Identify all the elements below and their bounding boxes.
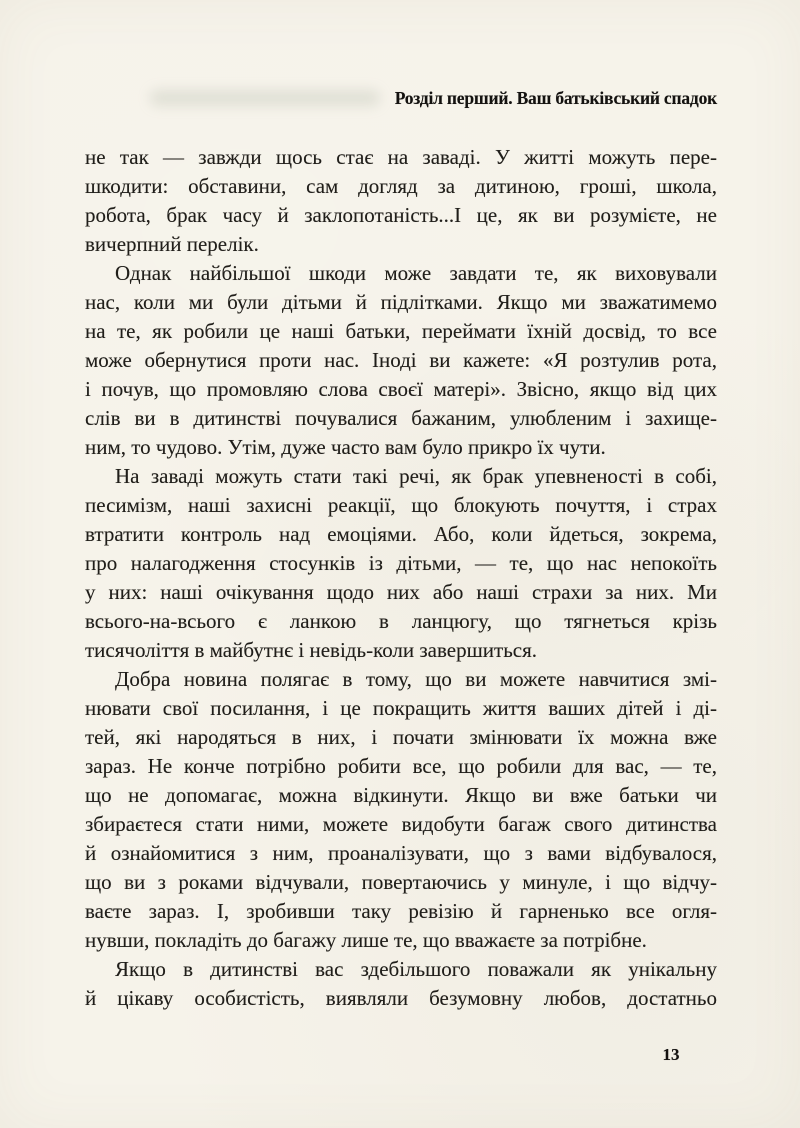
body-text [85,143,717,1013]
text-line: що ви з роками відчували, повертаючись у минуле, і що відчу- [85,870,717,894]
text-line: на те, як робили це наші батьки, переймати їхній досвід, то все [85,319,717,343]
text-line: про налагодження стосунків із дітьми, — те, що нас непокоїть [85,551,717,575]
text-line: нас, коли ми були дітьми й підлітками. Якщо ми зважатимемо [85,290,717,314]
text-line: й цікаву особистість, виявляли безумовну любов, достатньо [85,986,717,1010]
text-line: песимізм, наші захисні реакції, що блокують почуття, і страх [85,493,717,517]
text-line: вичерпний перелік. [85,232,259,256]
text-line: може обернутися проти нас. Іноді ви кажете: «Я розтулив рота, [85,348,717,372]
running-header: Розділ перший. Ваш батьківський спадок [394,88,717,108]
text-line: Якщо в дитинстві вас здебільшого поважали як унікальну [115,957,717,981]
text-line: не так — завжди щось стає на заваді. У житті можуть пере- [85,145,717,169]
text-line: шкодити: обставини, сам догляд за дитиною, гроші, школа, [85,174,717,198]
text-line: Однак найбільшої шкоди може завдати те, як виховували [115,261,717,285]
page-number: 13 [662,1045,680,1064]
text-line: що не допомагає, можна відкинути. Якщо ви вже батьки чи [85,783,717,807]
text-line: втратити контроль над емоціями. Або, коли йдеться, зокрема, [85,522,717,546]
text-line: й ознайомитися з ним, проаналізувати, що з вами відбувалося, [85,841,717,865]
text-line: тисячоліття в майбутнє і невідь-коли завершиться. [85,638,538,662]
text-line: у них: наші очікування щодо них або наші страхи за них. Ми [85,580,717,604]
text-line: робота, брак часу й заклопотаність...І це, як ви розумієте, не [85,203,717,227]
text-line: Добра новина полягає в тому, що ви можете навчитися змі- [115,667,717,691]
text-line: ним, то чудово. Утім, дуже часто вам було прикро їх чути. [85,435,606,459]
text-line: нувши, покладіть до багажу лише те, що вважаєте за потрібне. [85,928,647,952]
text-line: ваєте зараз. І, зробивши таку ревізію й гарненько все огля- [85,899,717,923]
text-line: зараз. Не конче потрібно робити все, що робили для вас, — те, [85,754,717,778]
text-line: всього-на-всього є ланкою в ланцюгу, що тягнеться крізь [85,609,717,633]
text-line: збираєтеся стати ними, можете видобути багаж свого дитинства [85,812,717,836]
text-line: нювати свої посилання, і це покращить життя ваших дітей і ді- [85,696,717,720]
text-line: і почув, що промовляю слова своєї матері». Звісно, якщо від цих [85,377,717,401]
text-line: слів ви в дитинстві почувалися бажаним, улюбленим і захище- [85,406,717,430]
text-line: На заваді можуть стати такі речі, як брак упевненості в собі, [115,464,717,488]
text-line: тей, які народяться в них, і почати змінювати їх можна вже [85,725,717,749]
